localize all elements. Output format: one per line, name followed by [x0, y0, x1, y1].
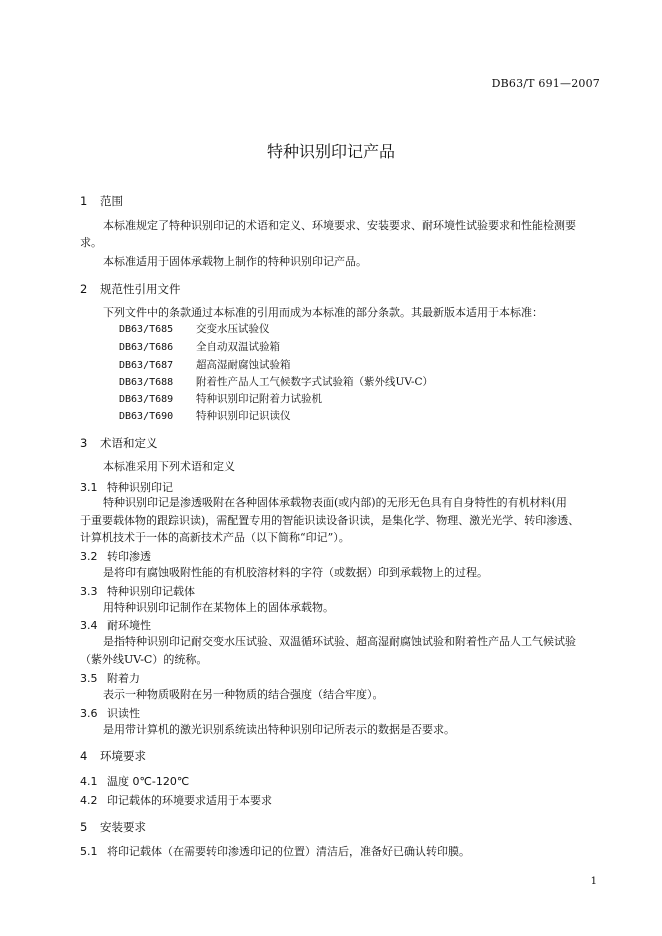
reference-item	[119, 391, 322, 408]
term-3-4-heading	[80, 617, 151, 633]
term-title: 附着力	[107, 672, 140, 685]
term-3-5-heading	[80, 670, 140, 686]
reference-title: 特种识别印记识读仪	[196, 410, 291, 422]
paragraph-line: 本标准适用于固体承载物上制作的特种识别印记产品。	[103, 255, 367, 268]
reference-code: DB63/T690	[119, 411, 174, 422]
reference-title: 超高湿耐腐蚀试验箱	[196, 359, 291, 371]
document-number: DB63/T 691—2007	[491, 77, 600, 90]
section-title: 规范性引用文件	[100, 282, 181, 296]
item-text: 印记载体的环境要求适用于本要求	[107, 794, 272, 807]
item-number: 4.2	[80, 794, 98, 807]
term-3-2-heading	[80, 548, 151, 564]
reference-title: 附着性产品人工气候数字式试验箱（紫外线UV-C）	[196, 376, 434, 388]
section-title: 环境要求	[100, 749, 146, 763]
paragraph-line: 求。	[80, 236, 102, 249]
paragraph-line: 特种识别印记是渗透吸附在各种固体承载物表面(或内部)的无形无色具有自身特性的有机材料(用	[103, 496, 567, 509]
term-title: 转印渗透	[107, 550, 151, 563]
paragraph-line: 于重要载体物的跟踪识读)，需配置专用的智能识读设备识读，是集化学、物理、激光光学、转印渗透、	[80, 514, 580, 527]
section-title: 术语和定义	[100, 436, 158, 450]
reference-item	[119, 374, 433, 391]
reference-code: DB63/T685	[119, 324, 174, 335]
section-5-heading	[80, 819, 146, 835]
paragraph-line: 本标准采用下列术语和定义	[103, 460, 235, 473]
term-3-1-heading	[80, 479, 173, 495]
term-number: 3.3	[80, 585, 98, 598]
term-title: 识读性	[107, 707, 140, 720]
item-number: 5.1	[80, 845, 98, 858]
item-4-2	[80, 792, 272, 808]
paragraph-line: 本标准规定了特种识别印记的术语和定义、环境要求、安装要求、耐环境性试验要求和性能检测要	[103, 219, 576, 232]
reference-item	[119, 408, 291, 425]
term-number: 3.5	[80, 672, 98, 685]
item-5-1	[80, 843, 470, 860]
paragraph-line: 是指特种识别印记耐交变水压试验、双温循环试验、超高湿耐腐蚀试验和附着性产品人工气候试验	[103, 635, 576, 648]
section-4-heading	[80, 748, 146, 764]
section-1-heading	[80, 193, 123, 209]
section-title: 范围	[100, 194, 123, 208]
section-3-heading	[80, 435, 158, 451]
item-4-1	[80, 773, 189, 789]
paragraph-line: 用特种识别印记制作在某物体上的固体承载物。	[103, 601, 334, 614]
section-number: 1	[80, 194, 88, 208]
term-number: 3.2	[80, 550, 98, 563]
term-title: 特种识别印记	[107, 481, 173, 494]
term-3-6-heading	[80, 705, 140, 721]
paragraph-line: 计算机技术于一体的高新技术产品（以下简称“印记”）。	[80, 531, 350, 544]
paragraph-line: 表示一种物质吸附在另一种物质的结合强度（结合牢度）。	[103, 688, 384, 701]
reference-item	[119, 339, 280, 356]
item-text: 温度 0℃-120℃	[107, 775, 190, 788]
section-title: 安装要求	[100, 820, 146, 834]
term-number: 3.6	[80, 707, 98, 720]
reference-code: DB63/T686	[119, 342, 174, 353]
item-text: 将印记载体（在需要转印渗透印记的位置）清洁后，准备好已确认转印膜。	[107, 845, 470, 858]
document-title: 特种识别印记产品	[266, 142, 395, 161]
page-number: 1	[590, 876, 597, 887]
reference-title: 特种识别印记附着力试验机	[196, 393, 322, 405]
reference-code: DB63/T688	[119, 377, 174, 388]
paragraph-line: （紫外线UV-C）的统称。	[80, 653, 208, 666]
reference-item	[119, 357, 291, 374]
term-3-3-heading	[80, 583, 195, 599]
term-number: 3.1	[80, 481, 98, 494]
paragraph-line: 下列文件中的条款通过本标准的引用而成为本标准的部分条款。其最新版本适用于本标准：	[103, 306, 543, 319]
reference-title: 全自动双温试验箱	[196, 341, 280, 353]
reference-item	[119, 321, 270, 338]
paragraph-line: 是将印有腐蚀吸附性能的有机胶溶材料的字符（或数据）印到承载物上的过程。	[103, 566, 488, 579]
reference-title: 交变水压试验仪	[196, 323, 270, 335]
section-number: 3	[80, 436, 88, 450]
term-title: 特种识别印记载体	[107, 585, 195, 598]
section-number: 5	[80, 820, 88, 834]
paragraph-line: 是用带计算机的激光识别系统读出特种识别印记所表示的数据是否要求。	[103, 723, 455, 736]
reference-code: DB63/T689	[119, 394, 174, 405]
section-2-heading	[80, 281, 181, 297]
section-number: 2	[80, 282, 88, 296]
term-number: 3.4	[80, 619, 98, 632]
section-number: 4	[80, 749, 88, 763]
reference-code: DB63/T687	[119, 360, 174, 371]
term-title: 耐环境性	[107, 619, 151, 632]
item-number: 4.1	[80, 775, 98, 788]
